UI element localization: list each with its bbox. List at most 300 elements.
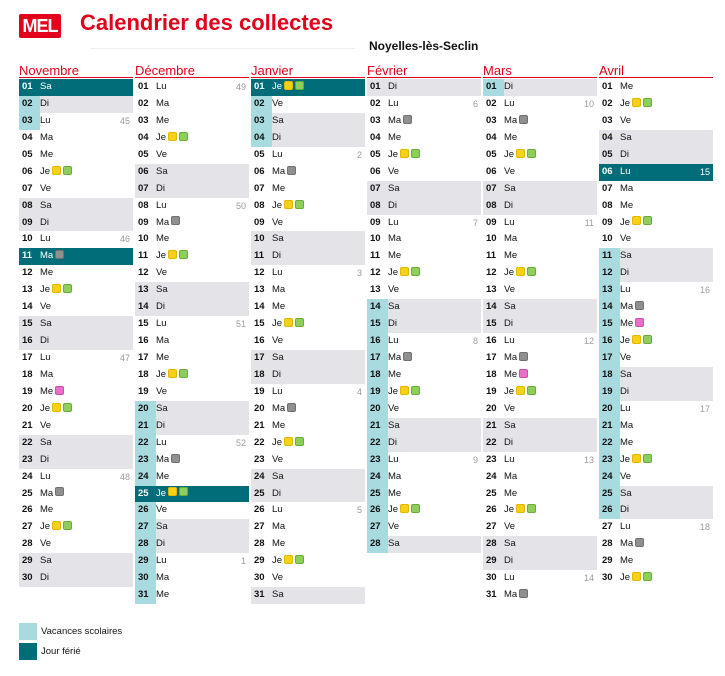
day-row xyxy=(19,536,133,553)
day-number: 08 xyxy=(602,199,613,211)
day-row xyxy=(135,452,249,469)
day-number: 29 xyxy=(22,555,33,567)
day-row xyxy=(251,316,365,333)
day-row xyxy=(599,519,713,536)
day-number: 03 xyxy=(251,113,272,130)
day-number: 01 xyxy=(483,79,504,96)
day-number: 27 xyxy=(254,521,265,533)
day-row xyxy=(483,350,597,367)
week-number: 48 xyxy=(119,471,130,482)
week-number: 46 xyxy=(119,234,130,245)
day-number: 21 xyxy=(22,419,33,431)
day-row xyxy=(135,553,249,570)
day-name: Sa xyxy=(40,81,52,92)
day-name: Je xyxy=(156,250,167,262)
day-row xyxy=(483,282,597,299)
day-name: Me xyxy=(40,267,54,279)
day-row xyxy=(367,435,481,452)
day-number: 20 xyxy=(599,401,620,418)
day-name: Je xyxy=(272,436,283,448)
day-row xyxy=(367,299,481,316)
day-row xyxy=(367,231,481,248)
day-name: Ve xyxy=(40,182,52,194)
day-name: Je xyxy=(620,572,631,584)
page-title: Calendrier des collectes xyxy=(80,10,334,35)
day-number: 15 xyxy=(254,318,265,330)
day-row xyxy=(483,401,597,418)
day-row xyxy=(251,452,365,469)
ferie-swatch xyxy=(19,643,37,660)
day-number: 11 xyxy=(22,250,33,262)
day-number: 04 xyxy=(22,131,33,143)
day-name: Sa xyxy=(504,182,516,194)
day-number: 11 xyxy=(138,250,149,262)
day-row xyxy=(135,130,249,147)
day-row xyxy=(367,367,481,384)
day-row xyxy=(19,435,133,452)
day-number: 28 xyxy=(486,538,497,550)
day-number: 23 xyxy=(367,452,388,469)
day-number: 31 xyxy=(135,587,156,604)
week-number: 50 xyxy=(235,200,246,211)
day-row xyxy=(367,147,481,164)
day-name: Me xyxy=(620,81,634,92)
day-row xyxy=(19,333,133,350)
day-name: Ma xyxy=(620,538,634,550)
day-name: Me xyxy=(156,114,170,126)
day-row xyxy=(599,536,713,553)
yellow-bin-icon xyxy=(632,572,641,581)
day-number: 10 xyxy=(602,233,613,245)
day-name: Lu xyxy=(156,81,167,92)
day-number: 01 xyxy=(254,81,265,92)
day-name: Sa xyxy=(40,436,52,448)
day-row xyxy=(599,570,713,587)
day-list xyxy=(135,79,249,604)
day-name: Di xyxy=(504,199,513,211)
day-row xyxy=(483,316,597,333)
gray-bin-icon xyxy=(635,538,644,547)
day-number: 19 xyxy=(138,385,149,397)
day-name: Ma xyxy=(156,335,170,347)
legend-item-vacances xyxy=(19,621,122,641)
day-number: 22 xyxy=(22,436,33,448)
day-number: 10 xyxy=(370,233,381,245)
day-row xyxy=(19,79,133,96)
day-row xyxy=(483,452,597,469)
day-number: 08 xyxy=(370,199,381,211)
day-name: Ve xyxy=(272,572,284,584)
day-number: 03 xyxy=(602,114,613,126)
day-name: Sa xyxy=(504,538,516,550)
day-name: Je xyxy=(388,267,399,279)
day-row xyxy=(367,469,481,486)
green-bin-icon xyxy=(527,149,536,158)
day-number: 30 xyxy=(22,572,33,584)
day-row xyxy=(135,418,249,435)
day-number: 13 xyxy=(138,284,149,296)
day-name: Di xyxy=(388,318,397,330)
vacances-swatch xyxy=(19,623,37,640)
day-number: 03 xyxy=(19,113,40,130)
day-number: 19 xyxy=(599,384,620,401)
day-number: 12 xyxy=(599,265,620,282)
day-name: Me xyxy=(388,131,402,143)
day-number: 02 xyxy=(19,96,40,113)
day-name: Ve xyxy=(40,301,52,313)
pink-bin-icon xyxy=(519,369,528,378)
day-name: Je xyxy=(156,368,167,380)
day-name: Ma xyxy=(504,589,518,601)
day-row xyxy=(251,265,365,282)
yellow-bin-icon xyxy=(400,267,409,276)
green-bin-icon xyxy=(643,335,652,344)
day-name: Ve xyxy=(272,216,284,228)
day-name: Ve xyxy=(40,538,52,550)
yellow-bin-icon xyxy=(516,149,525,158)
day-row xyxy=(483,333,597,350)
day-number: 16 xyxy=(22,335,33,347)
day-row xyxy=(19,418,133,435)
gray-bin-icon xyxy=(403,115,412,124)
day-number: 08 xyxy=(486,199,497,211)
day-row xyxy=(483,198,597,215)
week-number: 13 xyxy=(583,454,594,465)
day-row xyxy=(599,452,713,469)
day-row xyxy=(135,96,249,113)
green-bin-icon xyxy=(63,403,72,412)
day-name: Lu xyxy=(156,436,167,448)
day-row xyxy=(599,384,713,401)
day-number: 12 xyxy=(254,267,265,279)
day-name: Sa xyxy=(504,419,516,431)
day-name: Di xyxy=(40,453,49,465)
day-row xyxy=(367,401,481,418)
green-bin-icon xyxy=(643,572,652,581)
day-row xyxy=(19,248,133,265)
week-number: 4 xyxy=(356,386,362,397)
day-number: 07 xyxy=(254,182,265,194)
day-row xyxy=(599,333,713,350)
day-name: Sa xyxy=(40,555,52,567)
day-row xyxy=(599,96,713,113)
yellow-bin-icon xyxy=(52,284,61,293)
green-bin-icon xyxy=(411,504,420,513)
day-name: Lu xyxy=(620,284,631,296)
day-number: 04 xyxy=(486,131,497,143)
day-row xyxy=(135,469,249,486)
week-number: 51 xyxy=(235,319,246,330)
yellow-bin-icon xyxy=(168,132,177,141)
day-row xyxy=(483,113,597,130)
day-row xyxy=(483,435,597,452)
month-column xyxy=(251,64,365,604)
day-number: 06 xyxy=(370,165,381,177)
day-row xyxy=(483,96,597,113)
month-header: Février xyxy=(367,64,481,78)
municipality-name: Noyelles-lès-Seclin xyxy=(369,39,479,53)
day-name: Ve xyxy=(388,402,400,414)
day-row xyxy=(135,435,249,452)
day-name: Me xyxy=(620,199,634,211)
day-number: 14 xyxy=(22,301,33,313)
day-number: 25 xyxy=(486,487,497,499)
day-name: Lu xyxy=(620,521,631,533)
day-row xyxy=(135,265,249,282)
day-row xyxy=(483,147,597,164)
day-name: Me xyxy=(388,487,402,499)
day-row xyxy=(483,519,597,536)
day-row xyxy=(599,553,713,570)
week-number: 6 xyxy=(472,98,478,109)
day-row xyxy=(135,316,249,333)
green-bin-icon xyxy=(179,487,188,496)
day-name: Di xyxy=(40,335,49,347)
day-number: 05 xyxy=(370,148,381,160)
day-number: 24 xyxy=(22,470,33,482)
day-row xyxy=(599,113,713,130)
day-name: Ve xyxy=(272,453,284,465)
day-number: 06 xyxy=(138,165,149,177)
day-number: 13 xyxy=(22,284,33,296)
day-row xyxy=(483,299,597,316)
day-number: 25 xyxy=(254,487,265,499)
day-row xyxy=(19,367,133,384)
day-number: 03 xyxy=(138,114,149,126)
day-row xyxy=(599,469,713,486)
day-number: 13 xyxy=(599,282,620,299)
day-number: 15 xyxy=(599,316,620,333)
day-row xyxy=(135,181,249,198)
legend-label-ferie: Jour férié xyxy=(41,645,81,657)
day-number: 26 xyxy=(135,502,156,519)
day-row xyxy=(135,282,249,299)
day-number: 15 xyxy=(138,318,149,330)
yellow-bin-icon xyxy=(284,437,293,446)
day-row xyxy=(251,435,365,452)
day-name: Me xyxy=(272,538,286,550)
day-name: Ve xyxy=(504,284,516,296)
day-number: 25 xyxy=(367,486,388,503)
day-row xyxy=(19,553,133,570)
day-row xyxy=(599,350,713,367)
day-number: 13 xyxy=(370,284,381,296)
day-row xyxy=(251,536,365,553)
day-number: 08 xyxy=(138,199,149,211)
day-number: 10 xyxy=(486,233,497,245)
month-column xyxy=(483,64,597,604)
yellow-bin-icon xyxy=(284,81,293,90)
day-number: 09 xyxy=(486,216,497,228)
day-row xyxy=(19,164,133,181)
day-name: Di xyxy=(504,436,513,448)
day-name: Di xyxy=(156,419,165,431)
day-number: 24 xyxy=(254,470,265,482)
day-name: Lu xyxy=(388,97,399,109)
day-row xyxy=(367,215,481,232)
green-bin-icon xyxy=(63,521,72,530)
day-name: Me xyxy=(504,487,518,499)
day-name: Lu xyxy=(156,318,167,330)
day-number: 22 xyxy=(486,436,497,448)
day-name: Di xyxy=(272,250,281,262)
day-name: Ve xyxy=(620,114,632,126)
day-number: 14 xyxy=(599,299,620,316)
day-row xyxy=(251,486,365,503)
day-name: Sa xyxy=(388,301,400,313)
day-number: 04 xyxy=(370,131,381,143)
day-row xyxy=(251,401,365,418)
day-name: Di xyxy=(388,436,397,448)
day-name: Ve xyxy=(620,470,632,482)
day-number: 03 xyxy=(486,114,497,126)
day-name: Me xyxy=(388,368,402,380)
day-name: Di xyxy=(504,318,513,330)
day-row xyxy=(599,215,713,232)
day-list xyxy=(599,79,713,587)
day-row xyxy=(367,418,481,435)
day-name: Ma xyxy=(504,233,518,245)
day-name: Je xyxy=(40,165,51,177)
day-row xyxy=(367,79,481,96)
gray-bin-icon xyxy=(403,352,412,361)
day-name: Di xyxy=(620,504,629,516)
day-name: Je xyxy=(272,199,283,211)
day-number: 12 xyxy=(22,267,33,279)
day-number: 07 xyxy=(370,182,381,194)
day-row xyxy=(483,502,597,519)
day-name: Je xyxy=(156,131,167,143)
day-number: 22 xyxy=(254,436,265,448)
day-name: Lu xyxy=(40,352,51,363)
day-row xyxy=(135,333,249,350)
green-bin-icon xyxy=(411,386,420,395)
day-number: 11 xyxy=(370,250,381,262)
day-number: 14 xyxy=(138,301,149,313)
day-name: Ma xyxy=(156,572,170,584)
day-row xyxy=(599,401,713,418)
day-row xyxy=(135,502,249,519)
day-number: 28 xyxy=(22,538,33,550)
day-number: 02 xyxy=(486,97,497,109)
day-row xyxy=(367,502,481,519)
week-number: 14 xyxy=(583,573,594,584)
day-row xyxy=(367,265,481,282)
day-number: 05 xyxy=(486,148,497,160)
day-number: 04 xyxy=(138,131,149,143)
pink-bin-icon xyxy=(55,386,64,395)
day-number: 24 xyxy=(367,469,388,486)
day-row xyxy=(483,265,597,282)
day-name: Me xyxy=(620,555,634,567)
day-name: Sa xyxy=(272,352,284,363)
day-number: 31 xyxy=(254,589,265,601)
day-number: 17 xyxy=(254,352,265,363)
day-row xyxy=(483,587,597,604)
day-name: Sa xyxy=(620,368,632,380)
day-name: Ve xyxy=(620,352,632,363)
day-row xyxy=(599,502,713,519)
day-number: 11 xyxy=(486,250,497,262)
gray-bin-icon xyxy=(635,301,644,310)
day-number: 12 xyxy=(370,267,381,279)
day-name: Sa xyxy=(156,165,168,177)
day-row xyxy=(599,418,713,435)
day-number: 07 xyxy=(138,182,149,194)
day-row xyxy=(367,536,481,553)
day-number: 09 xyxy=(254,216,265,228)
day-number: 30 xyxy=(602,572,613,584)
day-number: 30 xyxy=(135,570,156,587)
day-number: 11 xyxy=(599,248,620,265)
day-row xyxy=(367,164,481,181)
day-name: Lu xyxy=(388,453,399,465)
yellow-bin-icon xyxy=(632,335,641,344)
green-bin-icon xyxy=(643,454,652,463)
day-name: Lu xyxy=(504,97,515,109)
week-number: 3 xyxy=(356,268,362,279)
day-name: Ma xyxy=(272,165,286,177)
day-number: 04 xyxy=(602,131,613,143)
day-number: 14 xyxy=(367,299,388,316)
day-name: Je xyxy=(40,521,51,533)
day-row xyxy=(367,96,481,113)
day-name: Me xyxy=(40,385,54,397)
green-bin-icon xyxy=(179,132,188,141)
day-number: 20 xyxy=(135,401,156,418)
legend xyxy=(19,621,122,661)
day-name: Di xyxy=(272,487,281,499)
day-name: Ve xyxy=(504,521,516,533)
day-name: Ma xyxy=(388,352,402,363)
day-row xyxy=(599,181,713,198)
week-number: 12 xyxy=(583,336,594,347)
day-row xyxy=(483,553,597,570)
day-number: 10 xyxy=(138,233,149,245)
day-number: 02 xyxy=(370,97,381,109)
day-row xyxy=(135,587,249,604)
week-number: 17 xyxy=(699,403,710,414)
day-number: 18 xyxy=(254,368,265,380)
day-number: 27 xyxy=(486,521,497,533)
day-number: 02 xyxy=(138,97,149,109)
month-header: Décembre xyxy=(135,64,249,78)
day-row xyxy=(367,113,481,130)
day-name: Me xyxy=(272,301,286,313)
day-number: 15 xyxy=(22,318,33,330)
day-number: 10 xyxy=(254,233,265,245)
day-name: Ma xyxy=(504,352,518,363)
day-row xyxy=(599,316,713,333)
yellow-bin-icon xyxy=(284,200,293,209)
green-bin-icon xyxy=(63,284,72,293)
day-name: Me xyxy=(272,182,286,194)
day-list xyxy=(483,79,597,604)
yellow-bin-icon xyxy=(168,487,177,496)
day-row xyxy=(135,486,249,503)
day-row xyxy=(251,130,365,147)
day-name: Ma xyxy=(40,250,54,262)
gray-bin-icon xyxy=(287,166,296,175)
week-number: 5 xyxy=(356,505,362,516)
day-number: 01 xyxy=(602,81,613,92)
green-bin-icon xyxy=(643,98,652,107)
day-row xyxy=(251,198,365,215)
day-row xyxy=(483,469,597,486)
day-name: Lu xyxy=(40,114,51,126)
day-number: 21 xyxy=(135,418,156,435)
day-row xyxy=(251,299,365,316)
